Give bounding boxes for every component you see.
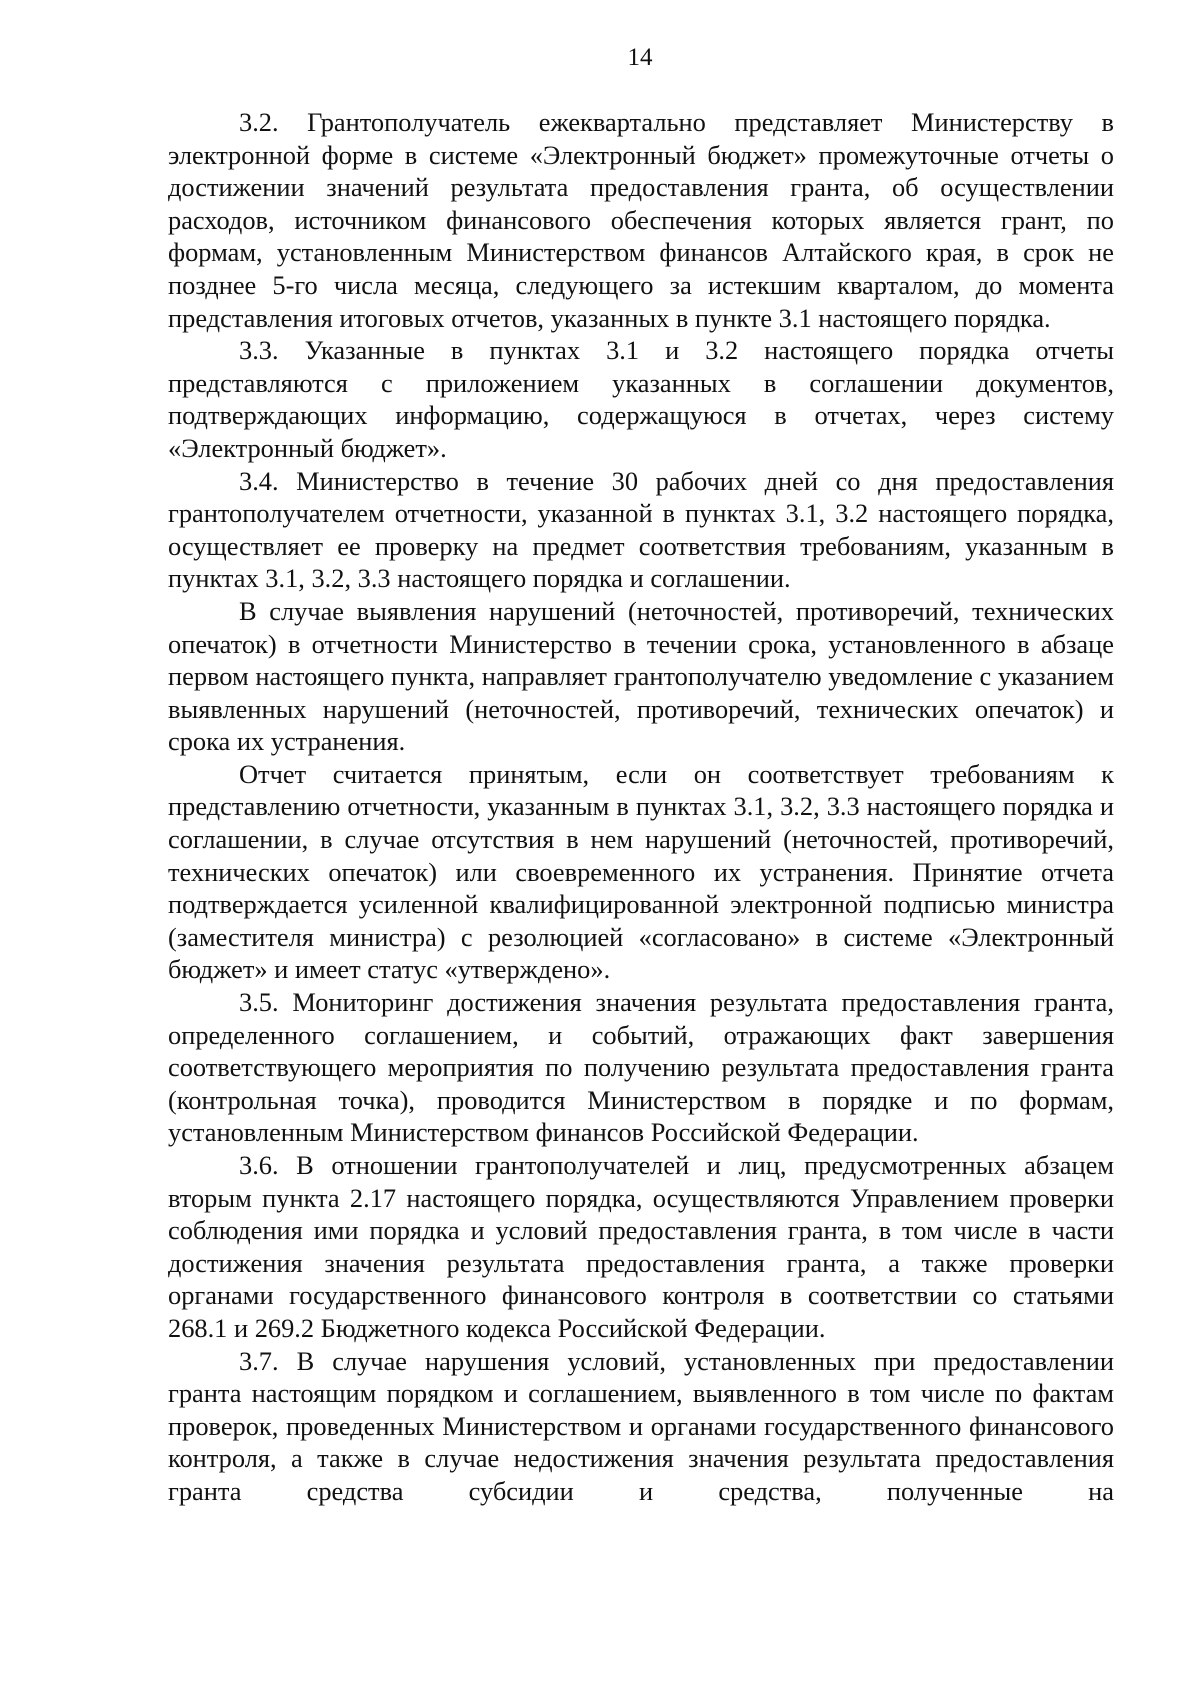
- page-number: 14: [627, 44, 653, 71]
- paragraph-3-4-acceptance: Отчет считается принятым, если он соответствует требованиям к представлению отчетности, указанным в пунктах 3.1, 3.2, 3.3 настоящего порядка и соглашении, в случае отсутствия в нем нарушений (неточностей, противоречий, технических опечаток) или своевременного их устранения. Принятие отчета подтверждается усиленной квалифицированной электронной подписью министра (заместителя министра) с резолюцией «согласовано» в системе «Электронный бюджет» и имеет статус «утверждено».: [168, 758, 1114, 985]
- paragraph-3-7: 3.7. В случае нарушения условий, установленных при предоставлении гранта настоящим порядком и соглашением, выявленного в том числе по фактам проверок, проведенных Министерством и органами государственного финансового контроля, а также в случае недостижения значения результата предоставления гранта средства субсидии и средства, полученные на: [168, 1345, 1114, 1506]
- paragraph-3-4-violations: В случае выявления нарушений (неточностей, противоречий, технических опечаток) в отчетности Министерство в течении срока, установленного в абзаце первом настоящего пункта, направляет грантополучателю уведомление с указанием выявленных нарушений (неточностей, противоречий, технических опечаток) и срока их устранения.: [168, 595, 1114, 757]
- paragraph-3-4: 3.4. Министерство в течение 30 рабочих дней со дня предоставления грантополучателем отчетности, указанной в пунктах 3.1, 3.2 настоящего порядка, осуществляет ее проверку на предмет соответствия требованиям, указанным в пунктах 3.1, 3.2, 3.3 настоящего порядка и соглашении.: [168, 465, 1114, 594]
- paragraph-3-5: 3.5. Мониторинг достижения значения результата предоставления гранта, определенного соглашением, и событий, отражающих факт завершения соответствующего мероприятия по получению результата предоставления гранта (контрольная точка), проводится Министерством в порядке и по формам, установленным Министерством финансов Российской Федерации.: [168, 987, 1114, 1148]
- paragraph-3-2: 3.2. Грантополучатель ежеквартально представляет Министерству в электронной форме в системе «Электронный бюджет» промежуточные отчеты о достижении значений результата предоставления гранта, об осуществлении расходов, источником финансового обеспечения которых является грант, по формам, установленным Министерством финансов Алтайского края, в срок не позднее 5-го числа месяца, следующего за истекшим кварталом, до момента представления итоговых отчетов, указанных в пункте 3.1 настоящего порядка.: [168, 107, 1114, 333]
- paragraph-3-3: 3.3. Указанные в пунктах 3.1 и 3.2 настоящего порядка отчеты представляются с приложением указанных в соглашении документов, подтверждающих информацию, содержащуюся в отчетах, через систему «Электронный бюджет».: [168, 335, 1114, 463]
- document-body: [168, 106, 1114, 1508]
- paragraph-3-6: 3.6. В отношении грантополучателей и лиц, предусмотренных абзацем вторым пункта 2.17 настоящего порядка, осуществляются Управлением проверки соблюдения ими порядка и условий предоставления гранта, в том числе в части достижения значения результата предоставления гранта, а также проверки органами государственного финансового контроля в соответствии со статьями 268.1 и 269.2 Бюджетного кодекса Российской Федерации.: [168, 1150, 1114, 1343]
